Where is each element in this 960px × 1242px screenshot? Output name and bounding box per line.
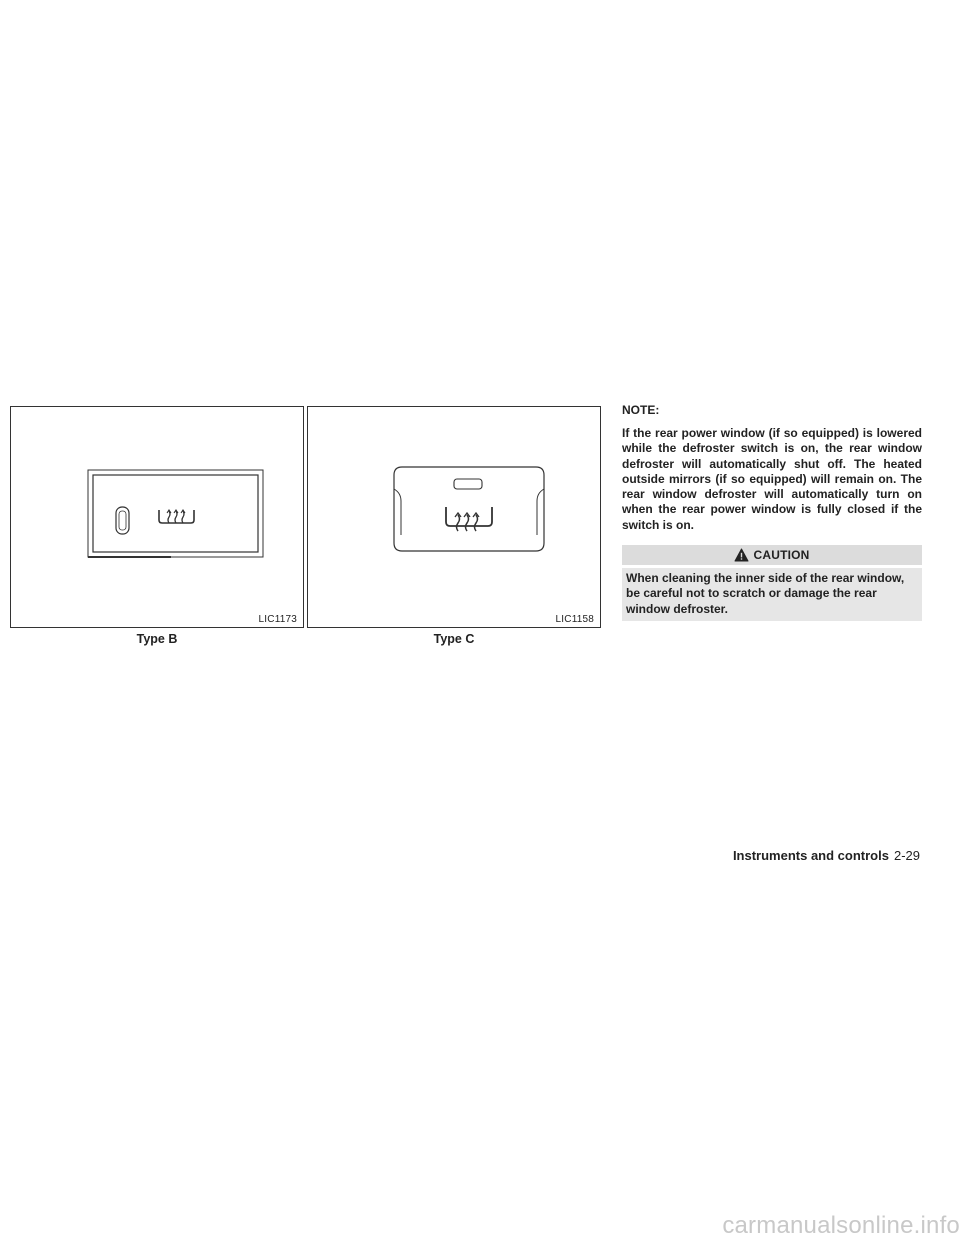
type-b-switch-illustration [11, 407, 303, 627]
note-heading: NOTE: [622, 403, 660, 417]
watermark: carmanualsonline.info [722, 1212, 960, 1239]
warning-triangle-icon [734, 548, 749, 562]
figure-type-b [10, 406, 304, 628]
section-title: Instruments and controls [732, 848, 889, 863]
caution-body: When cleaning the inner side of the rear window, be careful not to scratch or damage the rear window defroster. [622, 568, 922, 621]
caution-header [622, 545, 922, 565]
figure-code: LIC1158 [555, 614, 594, 625]
page-footer [680, 848, 920, 863]
figure-caption-type-b: Type B [136, 632, 178, 646]
defroster-icon [159, 510, 194, 523]
figure-type-c [307, 406, 601, 628]
figure-caption-type-c: Type C [433, 632, 475, 646]
defroster-icon [446, 507, 492, 531]
caution-label: CAUTION [753, 548, 810, 563]
figure-code: LIC1173 [258, 614, 297, 625]
note-column [622, 403, 922, 621]
note-body: If the rear power window (if so equipped) is lowered while the defroster switch is on, the rear window defroster will automatically shut off. The heated outside mirrors (if so equipped) will remain on. The rear window defroster will automatically turn on when the rear power window is fully closed if the switch is on. [622, 426, 922, 532]
page-number: 2-29 [893, 848, 920, 863]
type-c-switch-illustration [308, 407, 600, 627]
